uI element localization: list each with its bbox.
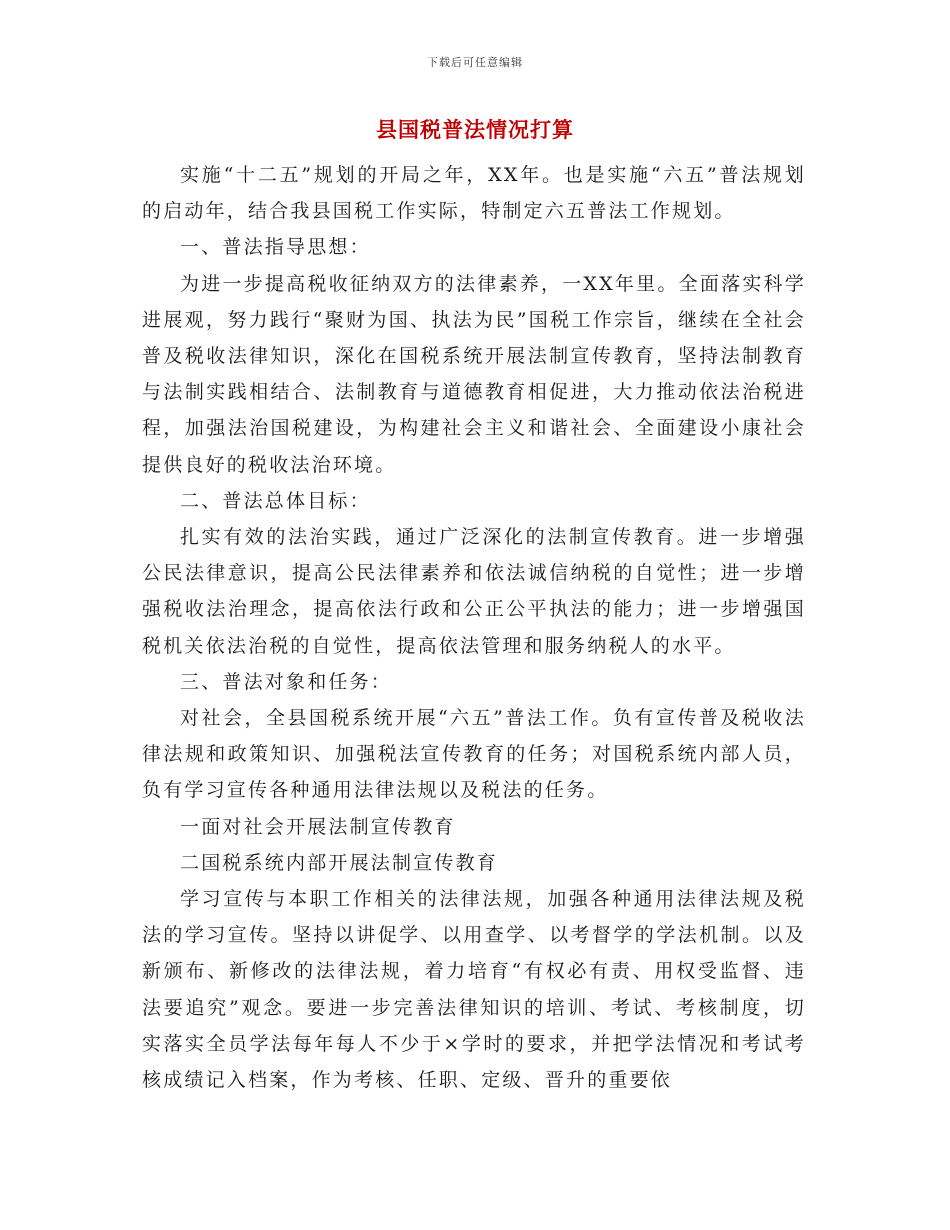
paragraph-intro: 实施“十二五”规划的开局之年，XX年。也是实施“六五”普法规划的启动年，结合我县国税工作实际，特制定六五普法工作规划。: [142, 164, 806, 223]
subheading-internal-education: 二国税系统内部开展法制宣传教育: [180, 851, 499, 874]
paragraph-overall-goal: 扎实有效的法治实践，通过广泛深化的法制宣传教育。进一步增强公民法律意识，提高公民法律素养和依法诚信纳税的自觉性；进一步增强税收法治理念，提高依法行政和公正公平执法的能力；进一步增强国税机关依法治税的自觉性，提高依法管理和服务纳税人的水平。: [142, 526, 806, 657]
section-heading-overall-goal: 二、普法总体目标：: [180, 489, 371, 512]
section-heading-targets-tasks: 三、普法对象和任务：: [180, 670, 393, 693]
paragraph-internal-education: 学习宣传与本职工作相关的法律法规，加强各种通用法律法规及税法的学习宣传。坚持以讲促学、以用查学、以考督学的学法机制。以及新颁布、新修改的法律法规，着力培育“有权必有责、用权受监督、违法要追究”观念。要进一步完善法律知识的培训、考试、考核制度，切实落实全员学法每年每人不少于×学时的要求，并把学法情况和考试考核成绩记入档案，作为考核、任职、定级、晋升的重要依: [142, 888, 806, 1092]
paragraph-targets-tasks: 对社会，全县国税系统开展“六五”普法工作。负有宣传普及税收法律法规和政策知识、加强税法宣传教育的任务；对国税系统内部人员，负有学习宣传各种通用法律法规以及税法的任务。: [142, 707, 806, 802]
document-body: [142, 157, 806, 1098]
page-header-note: 下载后可任意编辑: [427, 56, 523, 69]
subheading-society-education: 一面对社会开展法制宣传教育: [180, 815, 456, 838]
paragraph-guiding-thought: 为进一步提高税收征纳双方的法律素养，一XX年里。全面落实科学进展观，努力践行“聚财为国、执法为民”国税工作宗旨，继续在全社会普及税收法律知识，深化在国税系统开展法制宣传教育，坚持法制教育与法制实践相结合、法制教育与道德教育相促进，大力推动依法治税进程，加强法治国税建设，为构建社会主义和谐社会、全面建设小康社会提供良好的税收法治环境。: [142, 272, 806, 476]
document-title: 县国税普法情况打算: [376, 117, 574, 142]
section-heading-guiding-thought: 一、普法指导思想：: [180, 236, 371, 259]
